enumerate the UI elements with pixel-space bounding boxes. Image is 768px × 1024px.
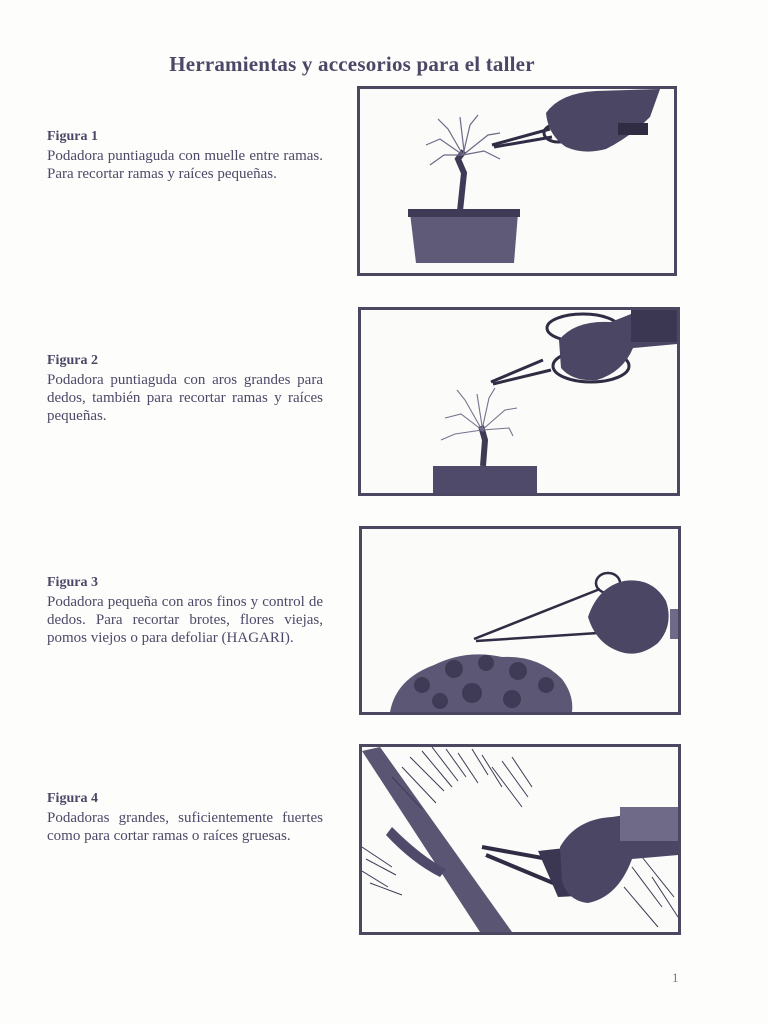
figure-4-text: Podadoras grandes, suficientemente fuertes como para cortar ramas o raíces gruesas. (47, 810, 323, 844)
figure-1-photo (357, 86, 677, 276)
figure-3-text: Podadora pequeña con aros finos y control de dedos. Para recortar brotes, flores viejas, pomos viejos o para defoliar (HAGARI). (47, 594, 323, 646)
figure-2-caption (47, 352, 323, 425)
figure-1-text: Podadora puntiaguda con muelle entre ramas. Para recortar ramas y raíces pequeñas. (47, 148, 323, 182)
figure-1-caption (47, 128, 323, 183)
figure-3-label: Figura 3 (47, 575, 98, 590)
page-title: Herramientas y accesorios para el taller (169, 52, 535, 76)
figure-3-caption (47, 574, 323, 647)
figure-2-photo (358, 307, 680, 496)
figure-1-label: Figura 1 (47, 129, 98, 144)
figure-2-text: Podadora puntiaguda con aros grandes para dedos, también para recortar ramas y raíces pequeñas. (47, 372, 323, 424)
figure-2-label: Figura 2 (47, 353, 98, 368)
figure-3-photo (359, 526, 681, 715)
figure-4-caption (47, 790, 323, 845)
figure-4-photo (359, 744, 681, 935)
figure-4-label: Figura 4 (47, 791, 98, 806)
page-number: 1 (672, 970, 679, 985)
